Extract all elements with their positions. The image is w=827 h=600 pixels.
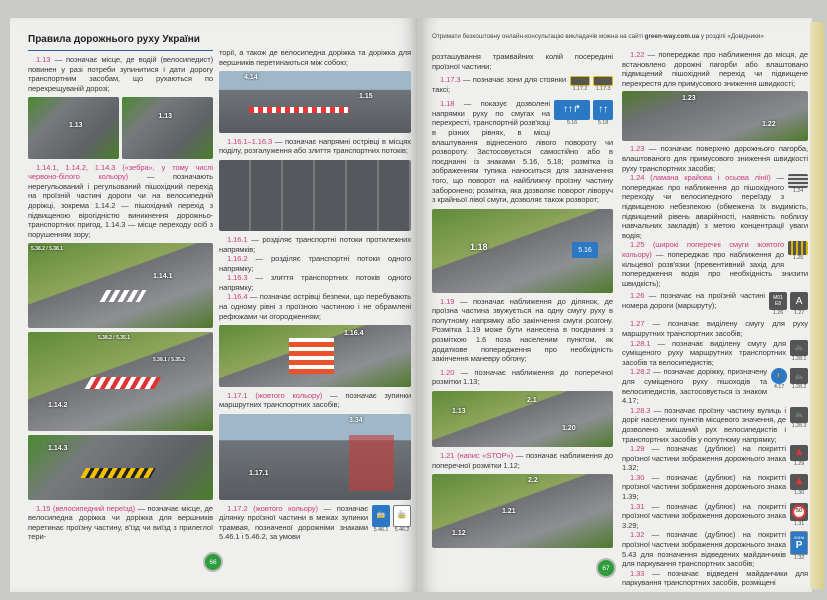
- image-1-22-1-23: 1.23 1.22: [622, 91, 808, 141]
- image-1-17-1: 3.34 1.17.1: [219, 414, 411, 500]
- image-1-16-4: 1.16.4: [219, 325, 411, 386]
- pedestrian-bike-marking-icon: 🚲: [790, 368, 808, 384]
- shared-lane-marking-icon: 🚲: [790, 407, 808, 423]
- image-1-16-arrows: [219, 160, 411, 231]
- image-1-14-2: 5.38.2 / 5.35.1 5.38.1 / 5.35.2 1.14.2: [28, 332, 213, 431]
- tram-stop-end-sign-icon: 🚋: [393, 505, 411, 527]
- text-1-17-1: 1.17.1 (жовтого кольору) — позначає зупинки маршрутних транспортних засобів;: [219, 390, 411, 410]
- caption: 4.17: [773, 384, 785, 391]
- text-1-26-1-33: M01 E8 1.26 A 1.27 1.26 — позначає на проїзній частині номера дороги (маршруту); 1.27 — позначає виділену смугу для руху маршрутних транспортних засобів; 🚲 1.28.1 1.28.1 — позначає виділену смугу для суміщеного руху маршрутних транспортних засобів та велосипедистів; 🚶 4.17 🚲 1.28.2 1.28.2 — позначає доріжку, призначену для суміщеного руху пішоходів та велосипедистів, застосовується із знаком 4.17; 🚲 1.28.3 1.28.3 — позначає проїзну частину вулиць і доріг населених пунктів місцевого значення, де дозволено змішаний рух велосипедистів і транспортних засобів у попутному напрямку; ▲ 1.29 1.29 — позначає (дублює) на покритті проїзної частини зображення дорожнього знака 1.32; ▲ 1.30 1.30 — позначає (дублює) на покритті проїзної частини зображення дорожнього знака 1.39; 50 1.31 1.31 — позначає (дублює) на покритті проїзної частини зображення дорожнього знака 3.29; ЗОНА P 1.32 1.32 — позначає (дублює) на покритті проїзної частини зображення дорожнього знака 5.43 для позначення відведених майданчиків для паркування транспортних засобів; 1.33 — позначає відведені майданчики для паркування транспортних засобів, розміщені: [622, 291, 808, 588]
- marking-1-17-2-icon: [570, 76, 590, 86]
- caption: 1.25: [792, 255, 804, 262]
- caption: 1.24: [792, 188, 804, 195]
- tram-stop-sign-icon: 🚋: [372, 505, 390, 527]
- lane-signs: [554, 100, 613, 127]
- caption: 1.17.2: [572, 86, 588, 93]
- image-1-21: 2.2 1.21 1.12: [432, 474, 613, 548]
- image-1-14-3: 1.14.3: [28, 435, 213, 499]
- text-1-19: 1.19 — позначає наближення до ділянок, де проїзна частина звужується на одну смугу руху в попутному напрямку або закінчення смуги розгону. Розмітка 1.19 може бути нанесена в поєднанні з розміткою 1.6 поза населеним пунктом, як додаткове попередження про необхідність закінчення маневру обгону;: [432, 296, 613, 364]
- image-1-13-b: 1.13: [122, 97, 213, 158]
- image-1-18: 1.18 5.16: [432, 209, 613, 293]
- page-header: Отримати безкоштовну онлайн-консультацію викладачів можна на сайті green-way.com.ua у розділі «Довідники»: [432, 33, 764, 40]
- page-title: Правила дорожнього руху України: [28, 34, 200, 45]
- warning-triangle-1-29-icon: ▲: [790, 445, 808, 461]
- speed-limit-marking-icon: 50: [790, 503, 808, 521]
- warning-triangle-1-30-icon: ▲: [790, 474, 808, 490]
- text-1-17-3: 1.17.2 1.17.3 1.17.3 — позначає зони для стоянки таксі;: [432, 75, 613, 95]
- tram-stop-signs: [372, 505, 411, 534]
- text-1-13: 1.13 — позначає місце, де водій (велосипедист) повинен у разі потреби зупинитися і дати дорогу транспортним засобам, що рухаються по перехрещуваній дорозі;: [28, 55, 213, 93]
- text-1-22: 1.22 — попереджає про наближення до місця, де встановлено дорожні пагорби або влаштовано підвищений пішохідний перехід чи підвищене перехрестя для примусового зниження швидкості;: [622, 50, 808, 88]
- image-1-15: 4.14 1.15: [219, 71, 411, 132]
- pedestrian-bike-sign-icon: 🚶: [771, 368, 787, 384]
- caption: 1.28.1: [791, 355, 807, 362]
- caption: 1.27: [793, 310, 805, 317]
- parking-zone-marking-icon: ЗОНА P: [790, 531, 808, 555]
- caption: 1.29: [793, 461, 805, 468]
- marking-1-25-icon: [788, 241, 808, 255]
- text-1-23-1-25: 1.23 — позначає поверхню дорожнього пагорба, влаштованого для примусового зниження швидкості руху транспортних засобів; 1.24 1.24 (ламана крайова і осьова лінії) — попереджає про наближення до пішохідного переходу чи велосипедного переїзду з підвищеною небезпекою (обмежена їх видимість, підвищений рівень аварійності, наявність поблизу навчальних закладів) з метою концентрації уваги водія; 1.25 1.25 (широкі поперечні смуги жовтого кольору) — попереджає про наближення до кільцевої розв'язки (превентивний захід для попередження водія про необхідність знизити швидкість);: [622, 144, 808, 288]
- bus-lane-marking-icon: A: [790, 292, 808, 310]
- page-edge: [810, 22, 824, 589]
- marking-1-24-icon: [788, 174, 808, 188]
- lane-directions-sign-5-18-icon: ↑↑: [593, 100, 613, 120]
- text-1-18: ↑↑↱ 5.16 ↑↑ 5.18 1.18 — показує дозволені напрямки руху по смугах на перехресті, транспортній розв'язці в різних рівнях, в місці влаштування віднесеного лівого повороту чи розвороту. Застосовується самостійно або в поєднанні із знаками 5.16, 5.18; розмітка із зображенням тупика наноситься для зазначення того, що поворот на найближчу проїзну частину заборонено; розмітка, яка дозволяє поворот ліворуч з крайньої лівої смуги, дозволяє також розворот;: [432, 99, 613, 205]
- right-column-1: [432, 52, 613, 548]
- text-1-17-cont: розташування трамвайних колій посередині проїзної частини;: [432, 52, 613, 71]
- image-row-1-13: [28, 97, 213, 158]
- road-number-marking-icon: M01 E8: [769, 292, 787, 310]
- caption: 1.28.3: [791, 422, 807, 429]
- caption: 1.28.2: [791, 384, 807, 391]
- caption: 5.46.2: [394, 526, 410, 533]
- bus-bike-lane-marking-icon: 🚲: [790, 340, 808, 356]
- lane-directions-sign-5-16-icon: ↑↑↱: [554, 100, 590, 120]
- caption: 5.46.1: [373, 526, 389, 533]
- text-1-14: 1.14.1, 1.14.2, 1.14.3 («зебра», у тому числі червоно-білого кольору) — позначають нерегульований і регульований пішохідний перехід на проїзній частині дороги чи на велосипедній доріжці, зокрема 1.14.2 — пішохідний перехід з підвищеною вірогідністю виникнення дорожньо-транспортних пригод, 1.14.3 — місце переходу осіб з порушенням зору;: [28, 162, 213, 239]
- image-1-13-a: 1.13: [28, 97, 119, 158]
- caption: 5.16: [566, 120, 578, 127]
- caption: 1.30: [793, 489, 805, 496]
- text-1-15: 1.15 (велосипедний переїзд) — позначає місце, де велосипедна доріжка чи доріжка для вершників перетинає проїзну частину, в'їзд чи виїзд з прилеглої тери-: [28, 503, 213, 542]
- caption: 1.17.3: [595, 86, 611, 93]
- left-column-1: [28, 34, 213, 542]
- image-1-14-1: 5.38.2 / 5.38.1 1.14.1: [28, 243, 213, 328]
- left-column-2: [219, 48, 411, 542]
- caption: 1.32: [793, 555, 805, 562]
- marking-1-17-3-icon: [593, 76, 613, 86]
- text-1-21: 1.21 (напис «STOP») — позначає наближення до поперечної розмітки 1.12;: [432, 451, 614, 470]
- text-1-16-1-4: 1.16.1 — розділяє транспортні потоки протилежних напрямків; 1.16.2 — розділяє транспортні потоки одного напрямку; 1.16.3 — злиття транспортних потоків одного напрямку; 1.16.4 — позначає острівці безпеки, що перебувають на одному рівні з проїзною частиною і не обрамлені рефюжами чи огородженням;: [219, 234, 411, 321]
- text-1-17-2: 🚋 5.46.1 🚋 5.46.2 1.17.2 (жовтого кольору) — позначає ділянку проїзної частини в межах зупинки трамвая, позначеної дорожніми знаками 5.46.1 і 5.46.2, за умови: [219, 503, 410, 542]
- text-1-20: 1.20 — позначає наближення до поперечної розмітки 1.13;: [432, 367, 613, 387]
- taxi-markings: [570, 76, 613, 93]
- image-1-20: 1.13 2.1 1.20: [432, 391, 613, 447]
- text-1-15-cont: торії, а також де велосипедна доріжка та доріжка для вершників перетинаються між собою;: [219, 48, 411, 67]
- caption: 1.26: [772, 310, 784, 317]
- text-1-16: 1.16.1–1.16.3 — позначає напрямні острівці в місцях поділу, розгалуження або злиття транспортних потоків;: [219, 136, 411, 156]
- page-number: 66: [203, 552, 223, 572]
- caption: 1.31: [793, 520, 805, 527]
- right-column-2: [622, 50, 808, 588]
- page-number: 67: [596, 558, 616, 578]
- caption: 5.18: [597, 120, 609, 127]
- title-rule: [28, 50, 213, 51]
